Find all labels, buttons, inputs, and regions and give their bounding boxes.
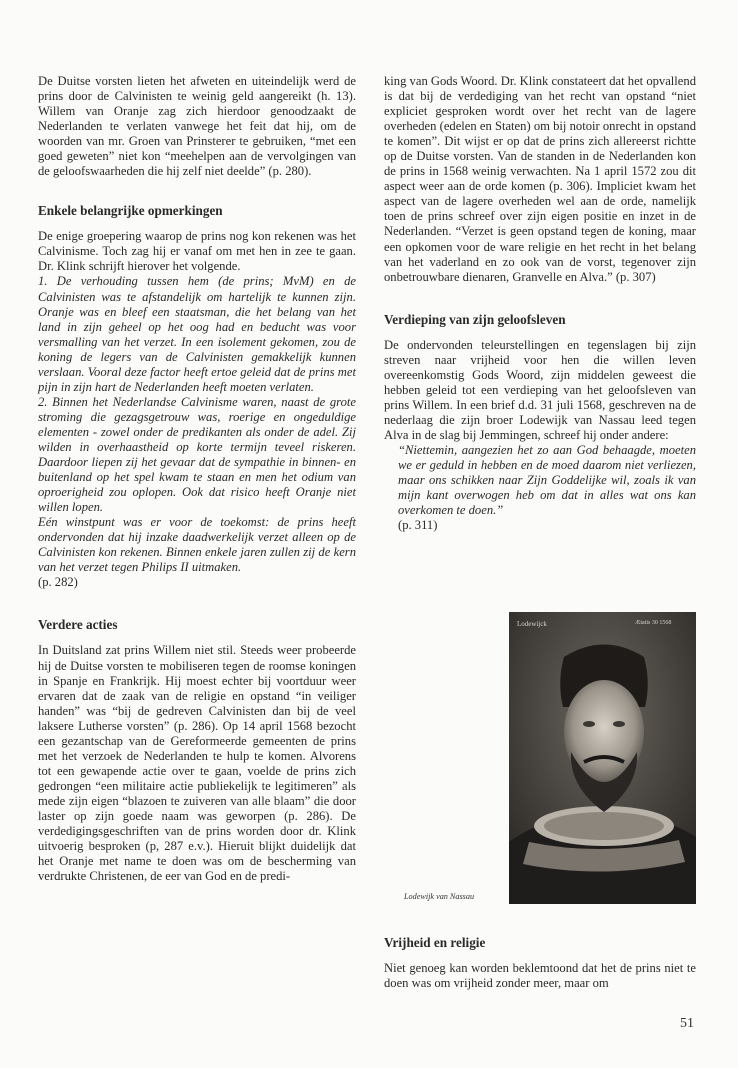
page-number: 51	[680, 1016, 694, 1031]
portrait-figure	[384, 612, 696, 904]
right-column-bottom	[384, 935, 696, 991]
continuation-paragraph: king van Gods Woord. Dr. Klink constateert dat het opvallend is dat bij de verdediging van het recht van opstand “niet expliciet gesproken wordt over het recht van de lagere overheden (edelen en Staten) om bij notoir onrecht in opstand te komen”. Dit wijst er op dat de prins zich allereerst richtte op de Duitse vorsten. Van de standen in de Nederlanden kon de prins in 1568 weinig verwachten. Na 1 april 1572 zou dit aspect weer aan de orde komen (p. 306). Impliciet kwam het aspect van de lagere overheden wel aan de orde, namelijk toen de prins schreef over zijn eigen positie en inzet in de Nederlanden. “Verzet is geen opstand tegen de koning, maar een opkomen voor de ware religie en het recht in het belang van het vaderland en zo ook van de vorst, tegenover zijn onbetrouwbare dienaren, Granvelle en Alva.” (p. 307)	[384, 74, 696, 284]
right-column	[384, 74, 696, 533]
quote-point-1: 1. De verhouding tussen hem (de prins; MvM) en de Calvinisten was te afstandelijk om hartelijk te kunnen zijn. Oranje was en bleef een staatsman, die het belang van het land in zijn geheel op het oog had en beducht was voor versmalling van het verzet. In een isolement gekomen, zou de koning de legers van de Calvinisten gemakkelijk kunnen verslaan. Vooral deze factor heeft ertoe geleid dat de prins met pijn in zijn hart de Nederlanden heeft moeten verlaten.	[38, 274, 356, 394]
verdere-acties-paragraph: In Duitsland zat prins Willem niet stil. Steeds weer probeerde hij de Duitse vorsten te mobiliseren tegen de roomse koningen in Spanje en Frankrijk. Hij moest echter bij voortduur weer ervaren dat de zaak van de religie en opstand “in veiliger handen” was “bij de gedreven Calvinisten dan bij de veel laksere Lutherse vorsten” (p. 286). Op 14 april 1568 bezocht een gezantschap van de Gereformeerde gemeenten de prins met het verzoek de Nederlanden te hulp te komen. Alvorens tot een gewapende actie over te gaan, voelde de prins zich gedrongen “een militaire actie publiekelijk te legitimeren” als mede zijn eigen “blazoen te zuiveren van alle blaam” die door laster op zijn goede naam was geworpen (p. 286). De verdedigingsgeschriften van de prins worden door dr. Klink uitvoerig besproken (p, 287 e.v.). Hieruit blijkt duidelijk dat het Oranje met name te doen was om de bescherming van verdrukte Christenen, de eer van God en de predi-	[38, 643, 356, 884]
intro-paragraph: De Duitse vorsten lieten het afweten en uiteindelijk werd de prins door de Calvinisten te weinig geld aangereikt (h. 13). Willem van Oranje zag zich hierdoor genoodzaakt de Nederlanden te verlaten vanwege het feit dat hij, om de woorden van mr. Groen van Prinsterer te gebruiken, “met een goed geweten” niet kon “meehelpen aan de vervolgingen van de geloofswaarheden die hij zelf niet deelde” (p. 280).	[38, 74, 356, 179]
portrait-caption: Lodewijk van Nassau	[404, 892, 475, 901]
svg-text:Lodewijck: Lodewijck	[517, 620, 547, 628]
vrijheid-paragraph: Niet genoeg kan worden beklemtoond dat het de prins niet te doen was om vrijheid zonder meer, maar om	[384, 961, 696, 991]
letter-quote: “Niettemin, aangezien het zo aan God behaagde, moeten we er geduld in hebben en de moed daarom niet verliezen, maar ons schikken naar Zijn Goddelijke wil, zoals ik van mijn kant overwogen heb om dat in alles wat ons kan overkomen te doen.”	[398, 442, 696, 518]
calvinisme-paragraph: De enige groepering waarop de prins nog kon rekenen was het Calvinisme. Toch zag hij er vanaf om met hen in zee te gaan. Dr. Klink schrijft hierover het volgende.	[38, 229, 356, 274]
quote-winstpunt: Eén winstpunt was er voor de toekomst: de prins heeft ondervonden dat hij inzake daadwerkelijk verzet alleen op de Calvinisten kon rekenen. Binnen enkele jaren zullen zij de kern van het verzet tegen Philips II uitmaken.	[38, 515, 356, 575]
left-column	[38, 74, 356, 884]
letter-quote-reference: (p. 311)	[398, 518, 438, 533]
svg-text:Ætatis 30 1568: Ætatis 30 1568	[635, 620, 672, 626]
heading-vrijheid-religie: Vrijheid en religie	[384, 935, 486, 950]
geloofsleven-paragraph: De ondervonden teleurstellingen en tegenslagen bij zijn streven naar vrijheid voor hen die willen leven overeenkomstig Gods Woord, zijn middelen geweest die hebben geleid tot een verdieping van het geloofsleven van prins Willem. In een brief d.d. 31 juli 1568, geschreven na de nederlaag die zijn broer Lodewijk van Nassau leed tegen Alva in de slag bij Jemmingen, schreef hij onder andere:	[384, 337, 696, 442]
quote-reference: (p. 282)	[38, 575, 78, 590]
heading-verdere-acties: Verdere acties	[38, 617, 118, 633]
portrait-lodewijk-image	[509, 612, 696, 904]
quote-point-2: 2. Binnen het Nederlandse Calvinisme waren, naast de grote stroming die gezagsgetrouw was, roerige en ongeduldige elementen - zowel onder de predikanten als onder de adel. Zij wilden in overhaastheid op korte termijn teveel riskeren. Daardoor liepen zij het gevaar dat de sympathie in binnen- en buitenland op het spel kwam te staan en men het odium van oproerigheid zou oplopen. Ook dat risico heeft Oranje niet willen lopen.	[38, 394, 356, 515]
heading-verdieping-geloofsleven: Verdieping van zijn geloofsleven	[384, 311, 566, 327]
heading-enkele-opmerkingen: Enkele belangrijke opmerkingen	[38, 203, 223, 219]
